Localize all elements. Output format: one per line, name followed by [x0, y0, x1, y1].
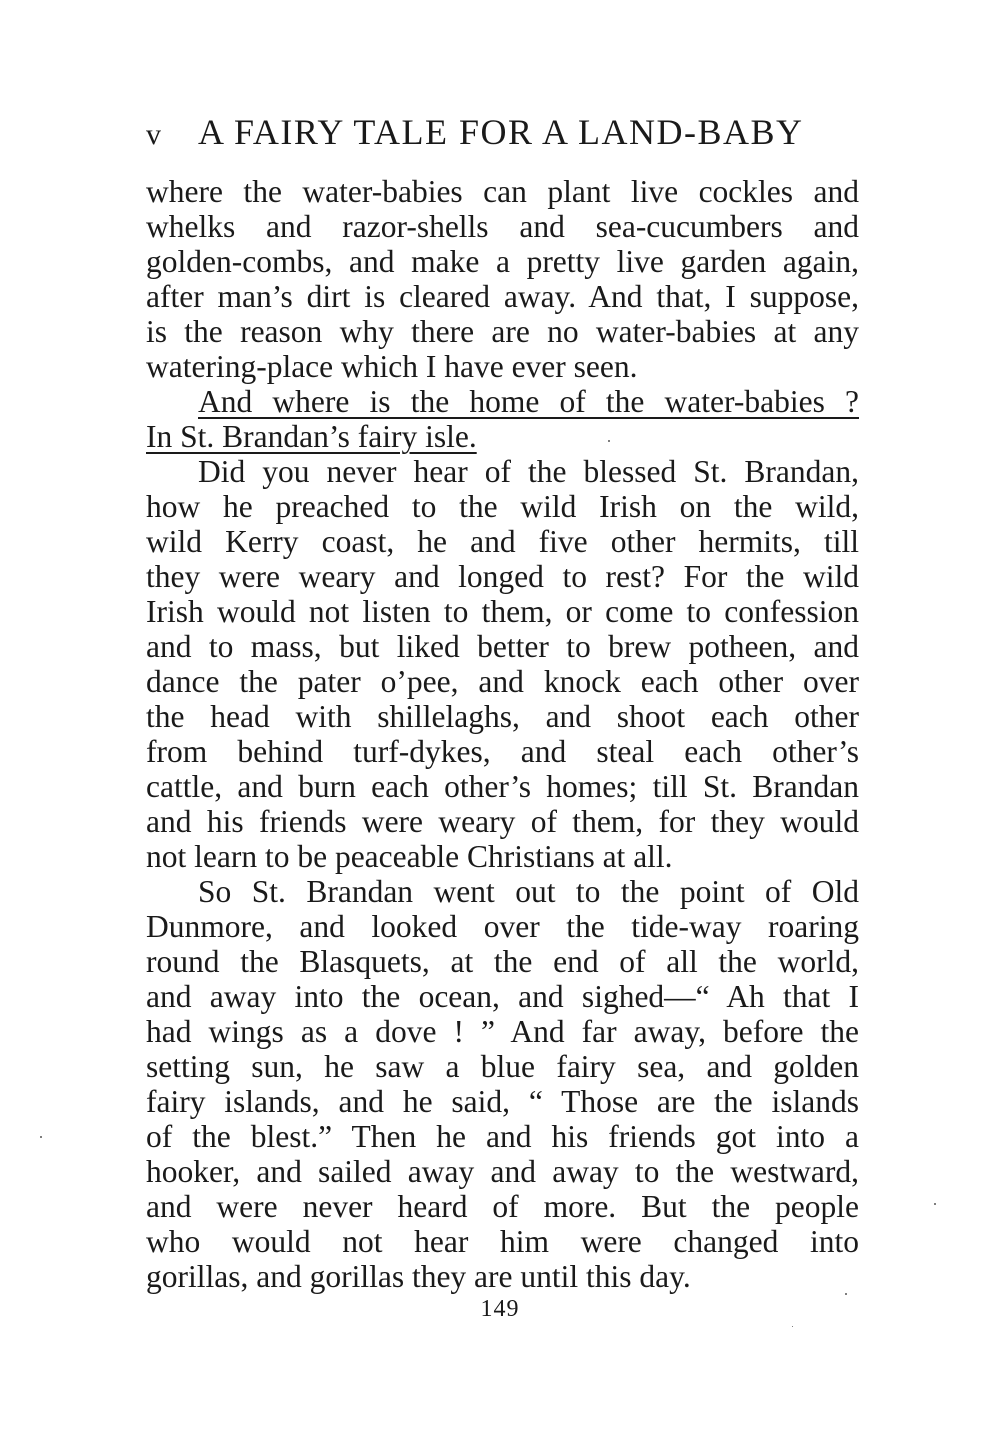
text-line: and away into the ocean, and sighed—“ Ah that I: [146, 979, 859, 1014]
text-line: after man’s dirt is cleared away. And that, I suppose,: [146, 279, 859, 314]
text-line: is the reason why there are no water-babies at any: [146, 314, 859, 349]
text-line: golden-combs, and make a pretty live garden again,: [146, 244, 859, 279]
text-line: [146, 419, 859, 454]
text-line: not learn to be peaceable Christians at all.: [146, 839, 673, 874]
text-line: setting sun, he saw a blue fairy sea, and golden: [146, 1049, 859, 1084]
text-line: gorillas, and gorillas they are until this day.: [146, 1259, 691, 1294]
text-line: round the Blasquets, at the end of all the world,: [146, 944, 859, 979]
text-line: hooker, and sailed away and away to the westward,: [146, 1154, 859, 1189]
paragraph: [146, 174, 859, 384]
text-line: wild Kerry coast, he and five other hermits, till: [146, 524, 859, 559]
text-line: and to mass, but liked better to brew potheen, and: [146, 629, 859, 664]
paragraph: [146, 384, 859, 454]
running-title: A FAIRY TALE FOR A LAND-BABY: [198, 112, 804, 152]
scan-speck: [608, 440, 610, 442]
page-number: 149: [480, 1296, 520, 1322]
text-line: of the blest.” Then he and his friends got into a: [146, 1119, 859, 1154]
running-header: [146, 110, 866, 157]
text-line: Dunmore, and looked over the tide-way roaring: [146, 909, 859, 944]
paragraph: [146, 454, 859, 874]
text-line: how he preached to the wild Irish on the wild,: [146, 489, 859, 524]
paragraph: [146, 874, 859, 1294]
underlined-text: In St. Brandan’s fairy isle.: [146, 419, 477, 454]
scan-speck: [792, 1326, 793, 1327]
text-line: the head with shillelaghs, and shoot each other: [146, 699, 859, 734]
text-line: had wings as a dove ! ” And far away, before the: [146, 1014, 859, 1049]
text-line: and his friends were weary of them, for they would: [146, 804, 859, 839]
text-line: who would not hear him were changed into: [146, 1224, 859, 1259]
text-line: [146, 384, 859, 419]
body-text: [146, 174, 859, 1294]
text-line: they were weary and longed to rest? For the wild: [146, 559, 859, 594]
text-line: and were never heard of more. But the people: [146, 1189, 859, 1224]
text-line: from behind turf-dykes, and steal each other’s: [146, 734, 859, 769]
scan-speck: [934, 1203, 936, 1205]
underlined-text: And where is the home of the water-babies ?: [198, 384, 859, 419]
text-line: whelks and razor-shells and sea-cucumbers and: [146, 209, 859, 244]
scan-speck: [845, 1293, 847, 1295]
chapter-number: v: [146, 118, 163, 151]
scan-speck: [40, 1136, 42, 1138]
text-line: dance the pater o’pee, and knock each other over: [146, 664, 859, 699]
text-line: fairy islands, and he said, “ Those are the islands: [146, 1084, 859, 1119]
text-line: cattle, and burn each other’s homes; till St. Brandan: [146, 769, 859, 804]
text-line: Did you never hear of the blessed St. Brandan,: [198, 454, 859, 489]
text-line: So St. Brandan went out to the point of Old: [198, 874, 859, 909]
text-line: where the water-babies can plant live cockles and: [146, 174, 859, 209]
text-line: watering-place which I have ever seen.: [146, 349, 638, 384]
text-line: Irish would not listen to them, or come to confession: [146, 594, 859, 629]
